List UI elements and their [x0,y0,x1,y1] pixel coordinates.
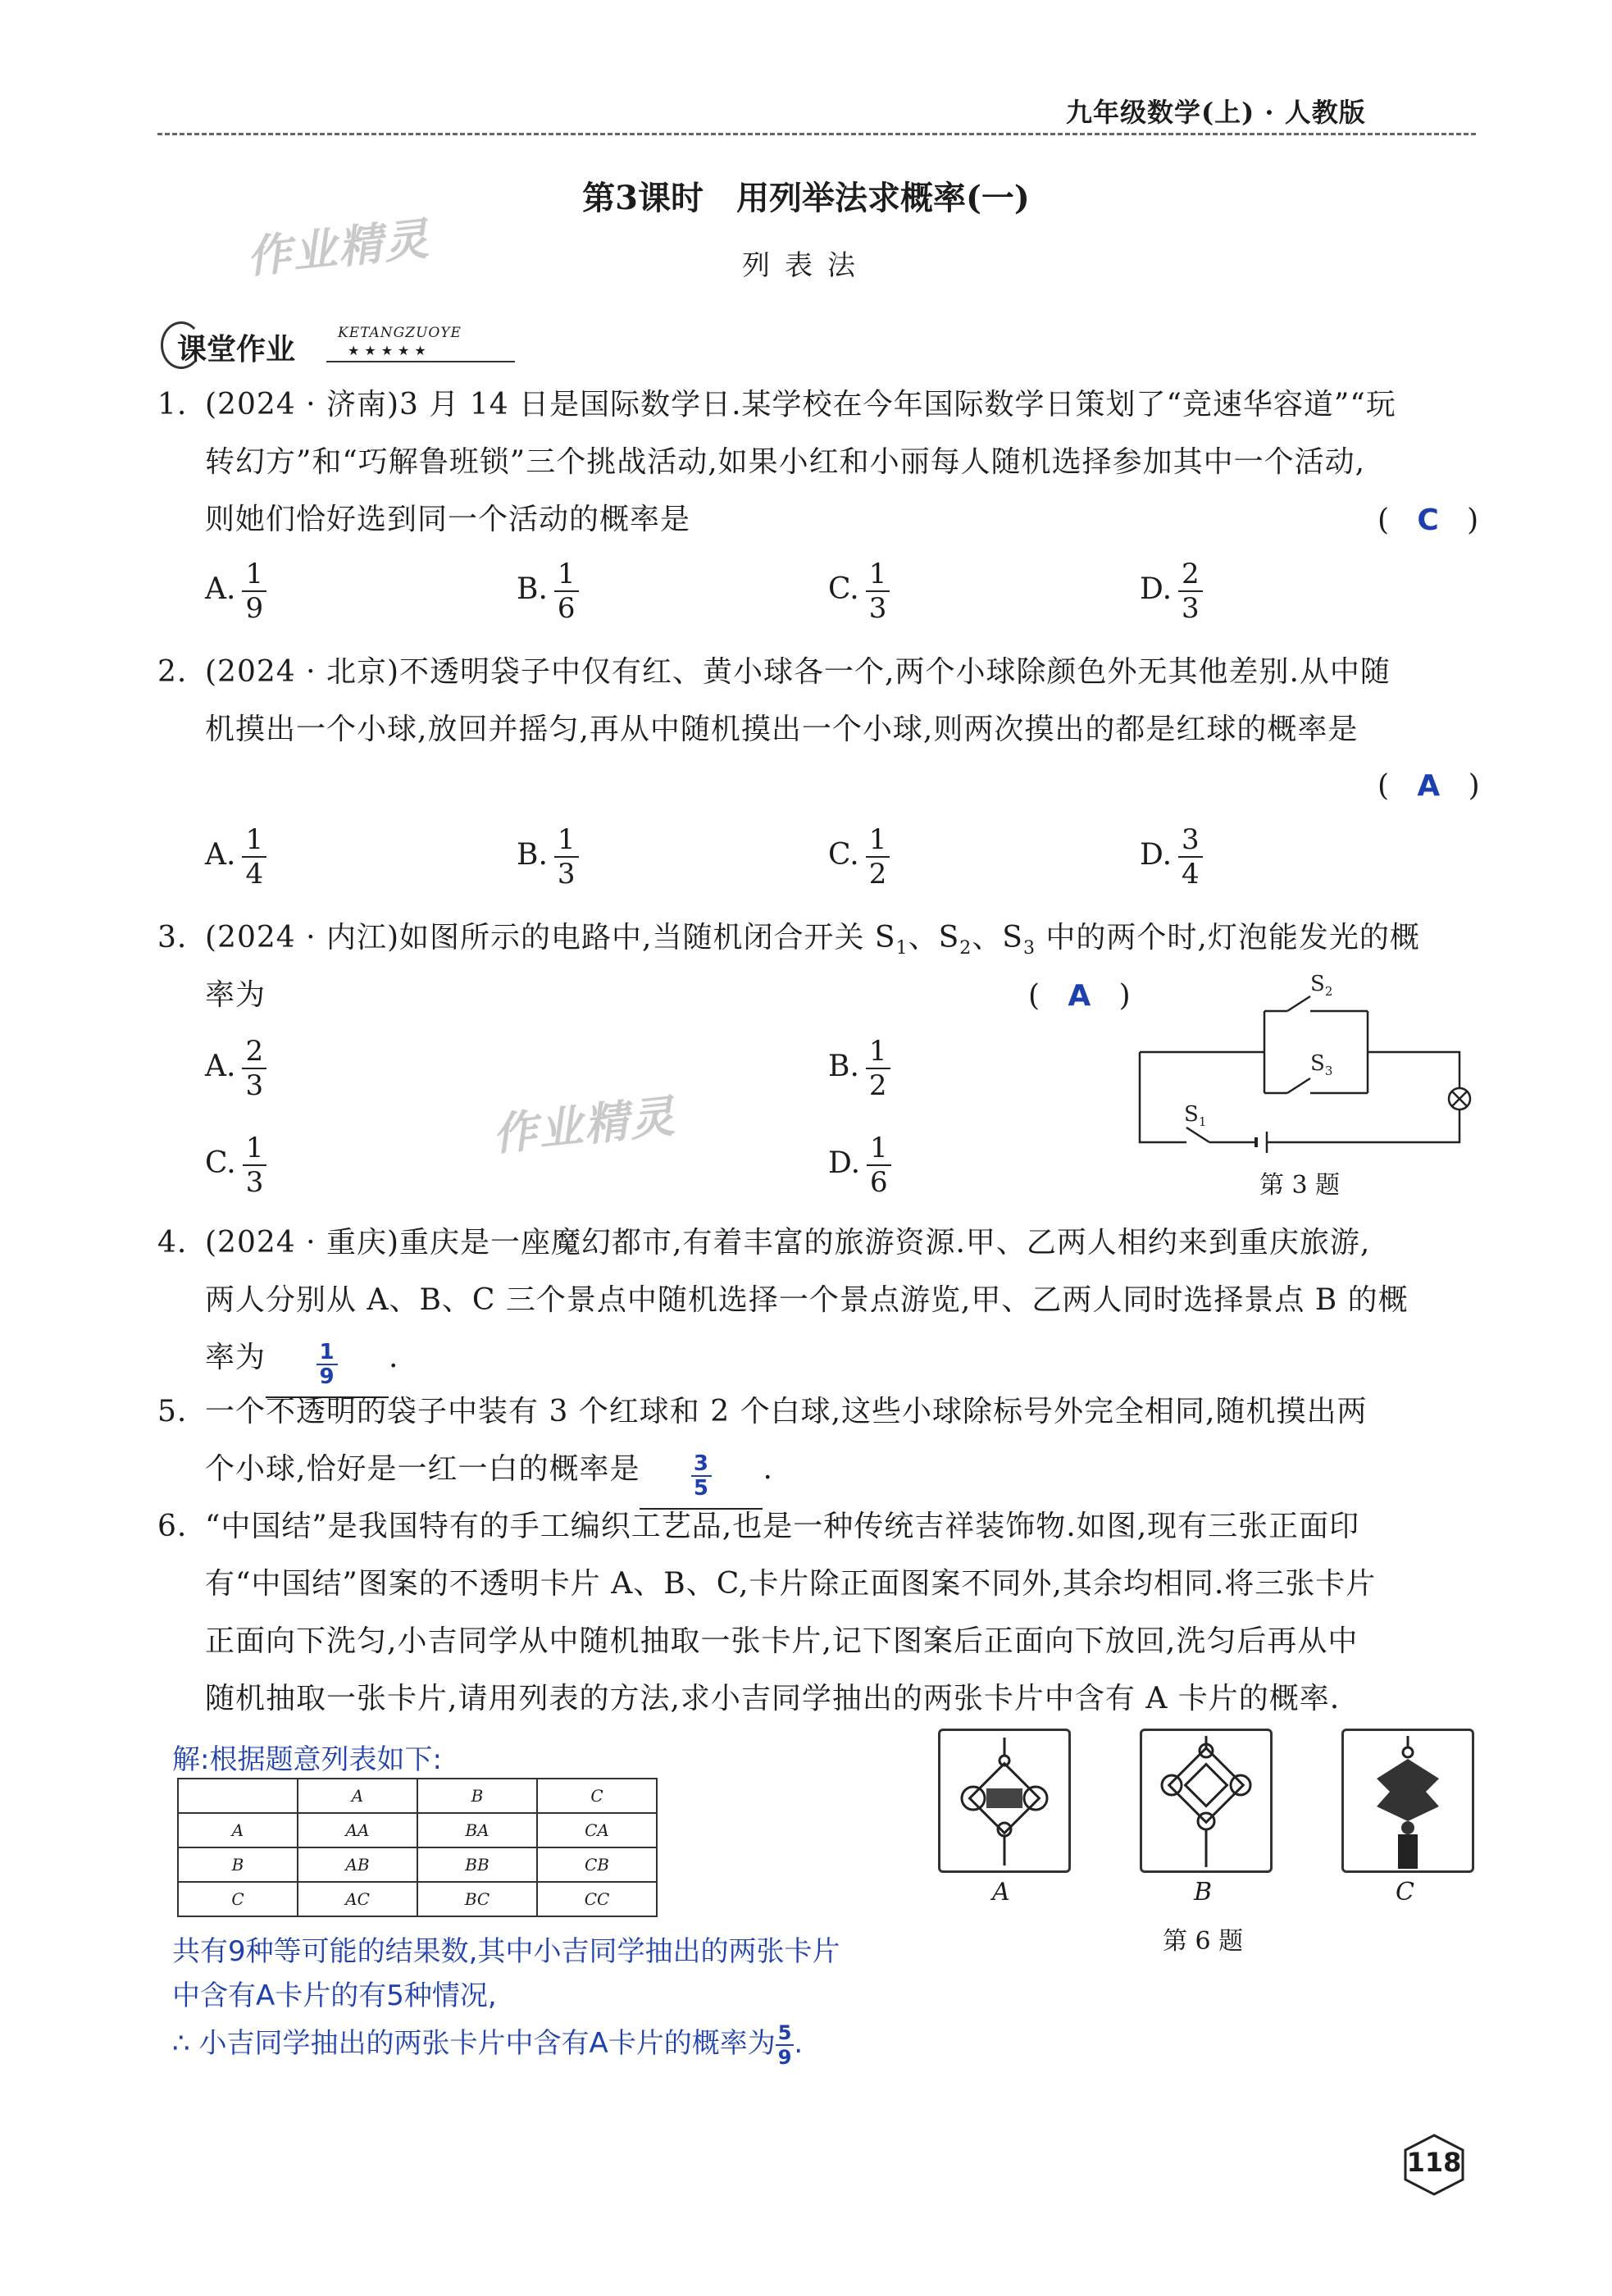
page-number: 118 [1406,2147,1462,2178]
q3-number: 3. [157,921,188,954]
s3-label: $S_3$ [1310,1051,1333,1078]
q6-line-3: 正面向下洗匀,小吉同学从中随机抽取一张卡片,记下图案后正面向下放回,洗匀后再从中 [205,1624,1359,1658]
q4-line-3: 率为 $\frac{1}{9}$ . [205,1342,398,1398]
q3-option-c: C. $\frac{1}{3}$ [205,1132,266,1199]
q1-answer: C [1417,503,1439,537]
table-row: B AB BB CB [178,1847,657,1882]
q5-line-2: 个小球,恰好是一红一白的概率是 $\frac{3}{5}$ . [205,1453,773,1510]
q3-option-d: D. $\frac{1}{6}$ [828,1132,891,1199]
solution-intro: 解:根据题意列表如下: [172,1743,442,1776]
q6-line-4: 随机抽取一张卡片,请用列表的方法,求小吉同学抽出的两张卡片中含有 A 卡片的概率. [205,1682,1341,1715]
q2-option-d: D. $\frac{3}{4}$ [1140,823,1203,891]
card-c-label: C [1396,1878,1414,1906]
q1-line-2: 转幻方”和“巧解鲁班锁”三个挑战活动,如果小红和小丽每人随机选择参加其中一个活动, [205,445,1366,479]
q2-option-b: B. $\frac{1}{3}$ [517,823,579,891]
q1-option-c: C. $\frac{1}{3}$ [828,558,890,625]
solution-table-wrap [177,1778,658,1917]
book-series: 九年级数学(上) · 人教版 [1066,97,1366,128]
q5-line-1: 一个不透明的袋子中装有 3 个红球和 2 个白球,这些小球除标号外完全相同,随机摸出两 [205,1395,1368,1428]
q5-number: 5. [157,1395,188,1428]
badge-underline [326,361,515,362]
card-c [1341,1729,1474,1873]
s2-label: $S_2$ [1310,972,1333,999]
switch-s3-icon [1287,1078,1310,1093]
page-number-badge [1399,2132,1469,2198]
q3-answer: A [1068,979,1091,1013]
q4-number: 4. [157,1226,188,1260]
watermark-top: 作业精灵 [244,212,433,284]
section-badge [157,320,518,369]
q1-option-d: D. $\frac{2}{3}$ [1140,558,1203,625]
q1-number: 1. [157,388,188,421]
q6-number: 6. [157,1510,188,1543]
q3-figure-caption: 第 3 题 [1259,1171,1341,1200]
table-row: C AC BC CC [178,1882,657,1916]
q1-answer-bracket: ( C ) [1377,503,1479,537]
card-b [1140,1729,1273,1873]
q2-answer-bracket: ( A ) [1377,769,1480,803]
section-label: 课堂作业 [177,333,296,367]
watermark-middle: 作业精灵 [490,1090,679,1161]
q2-line-2: 机摸出一个小球,放回并摇匀,再从中随机摸出一个小球,则两次摸出的都是红球的概率是 [205,713,1359,746]
q1-option-a: A. $\frac{1}{9}$ [205,558,266,625]
switch-s1-icon [1186,1128,1209,1142]
table-header-row: A B C [178,1779,657,1813]
lesson-title: 第3课时 用列举法求概率(一) [582,179,1030,217]
q2-option-c: C. $\frac{1}{2}$ [828,823,890,891]
q4-answer-blank: $\frac{1}{9}$ [266,1342,389,1398]
q6-figure-caption: 第 6 题 [1163,1927,1244,1956]
q3-option-b: B. $\frac{1}{2}$ [828,1035,890,1102]
solution-line-2: 中含有A卡片的有5种情况, [172,1979,497,2012]
section-stars: ★★★★★ [348,343,431,358]
s1-label: $S_1$ [1184,1102,1207,1129]
q4-line-2: 两人分别从 A、B、C 三个景点中随机选择一个景点游览,甲、乙两人同时选择景点 B 的概 [205,1283,1409,1317]
q6-line-1: “中国结”是我国特有的手工编织工艺品,也是一种传统吉祥装饰物.如图,现有三张正面印 [205,1510,1360,1543]
chinese-knot-icon [940,1731,1068,1870]
chinese-knot-icon [1142,1731,1270,1870]
table-row: A AA BA CA [178,1813,657,1847]
q3-line-1: (2024 · 内江)如图所示的电路中,当随机闭合开关 $S_1$、$S_2$、$S_3$ 中的两个时,灯泡能发光的概 [205,921,1420,959]
q1-line-3: 则她们恰好选到同一个活动的概率是 [205,503,691,536]
section-sub: KETANGZUOYE [338,325,462,341]
q4-line-1: (2024 · 重庆)重庆是一座魔幻都市,有着丰富的旅游资源.甲、乙两人相约来到重庆旅游, [205,1226,1371,1260]
q5-answer-blank: $\frac{3}{5}$ [640,1453,763,1510]
q1-option-b: B. $\frac{1}{6}$ [517,558,579,625]
q3-answer-bracket: ( A ) [1028,979,1131,1013]
q1-line-1: (2024 · 济南)3 月 14 日是国际数学日.某学校在今年国际数学日策划了“竞速华容道”“玩 [205,388,1396,421]
card-a-label: A [992,1878,1010,1906]
lesson-subtitle: 列表法 [742,249,870,282]
solution-line-3: ∴ 小吉同学抽出的两张卡片中含有A卡片的概率为 $\frac{5}{9}$ . [172,2020,804,2069]
q3-circuit-diagram [1132,968,1484,1197]
chinese-knot-icon [1344,1731,1472,1870]
q6-line-2: 有“中国结”图案的不透明卡片 A、B、C,卡片除正面图案不同外,其余均相同.将三张卡片 [205,1567,1377,1601]
switch-s2-icon [1287,996,1310,1011]
card-b-label: B [1194,1878,1213,1906]
card-a [938,1729,1071,1873]
q2-line-1: (2024 · 北京)不透明袋子中仅有红、黄小球各一个,两个小球除颜色外无其他差别.从中随 [205,655,1391,689]
q3-option-a: A. $\frac{2}{3}$ [205,1035,266,1102]
q2-answer: A [1417,769,1441,803]
q2-number: 2. [157,655,188,689]
header-divider [157,133,1476,135]
q2-option-a: A. $\frac{1}{4}$ [205,823,266,891]
solution-table [177,1778,658,1917]
q3-line-2: 率为 [205,978,266,1012]
solution-line-1: 共有9种等可能的结果数,其中小吉同学抽出的两张卡片 [172,1935,840,1968]
